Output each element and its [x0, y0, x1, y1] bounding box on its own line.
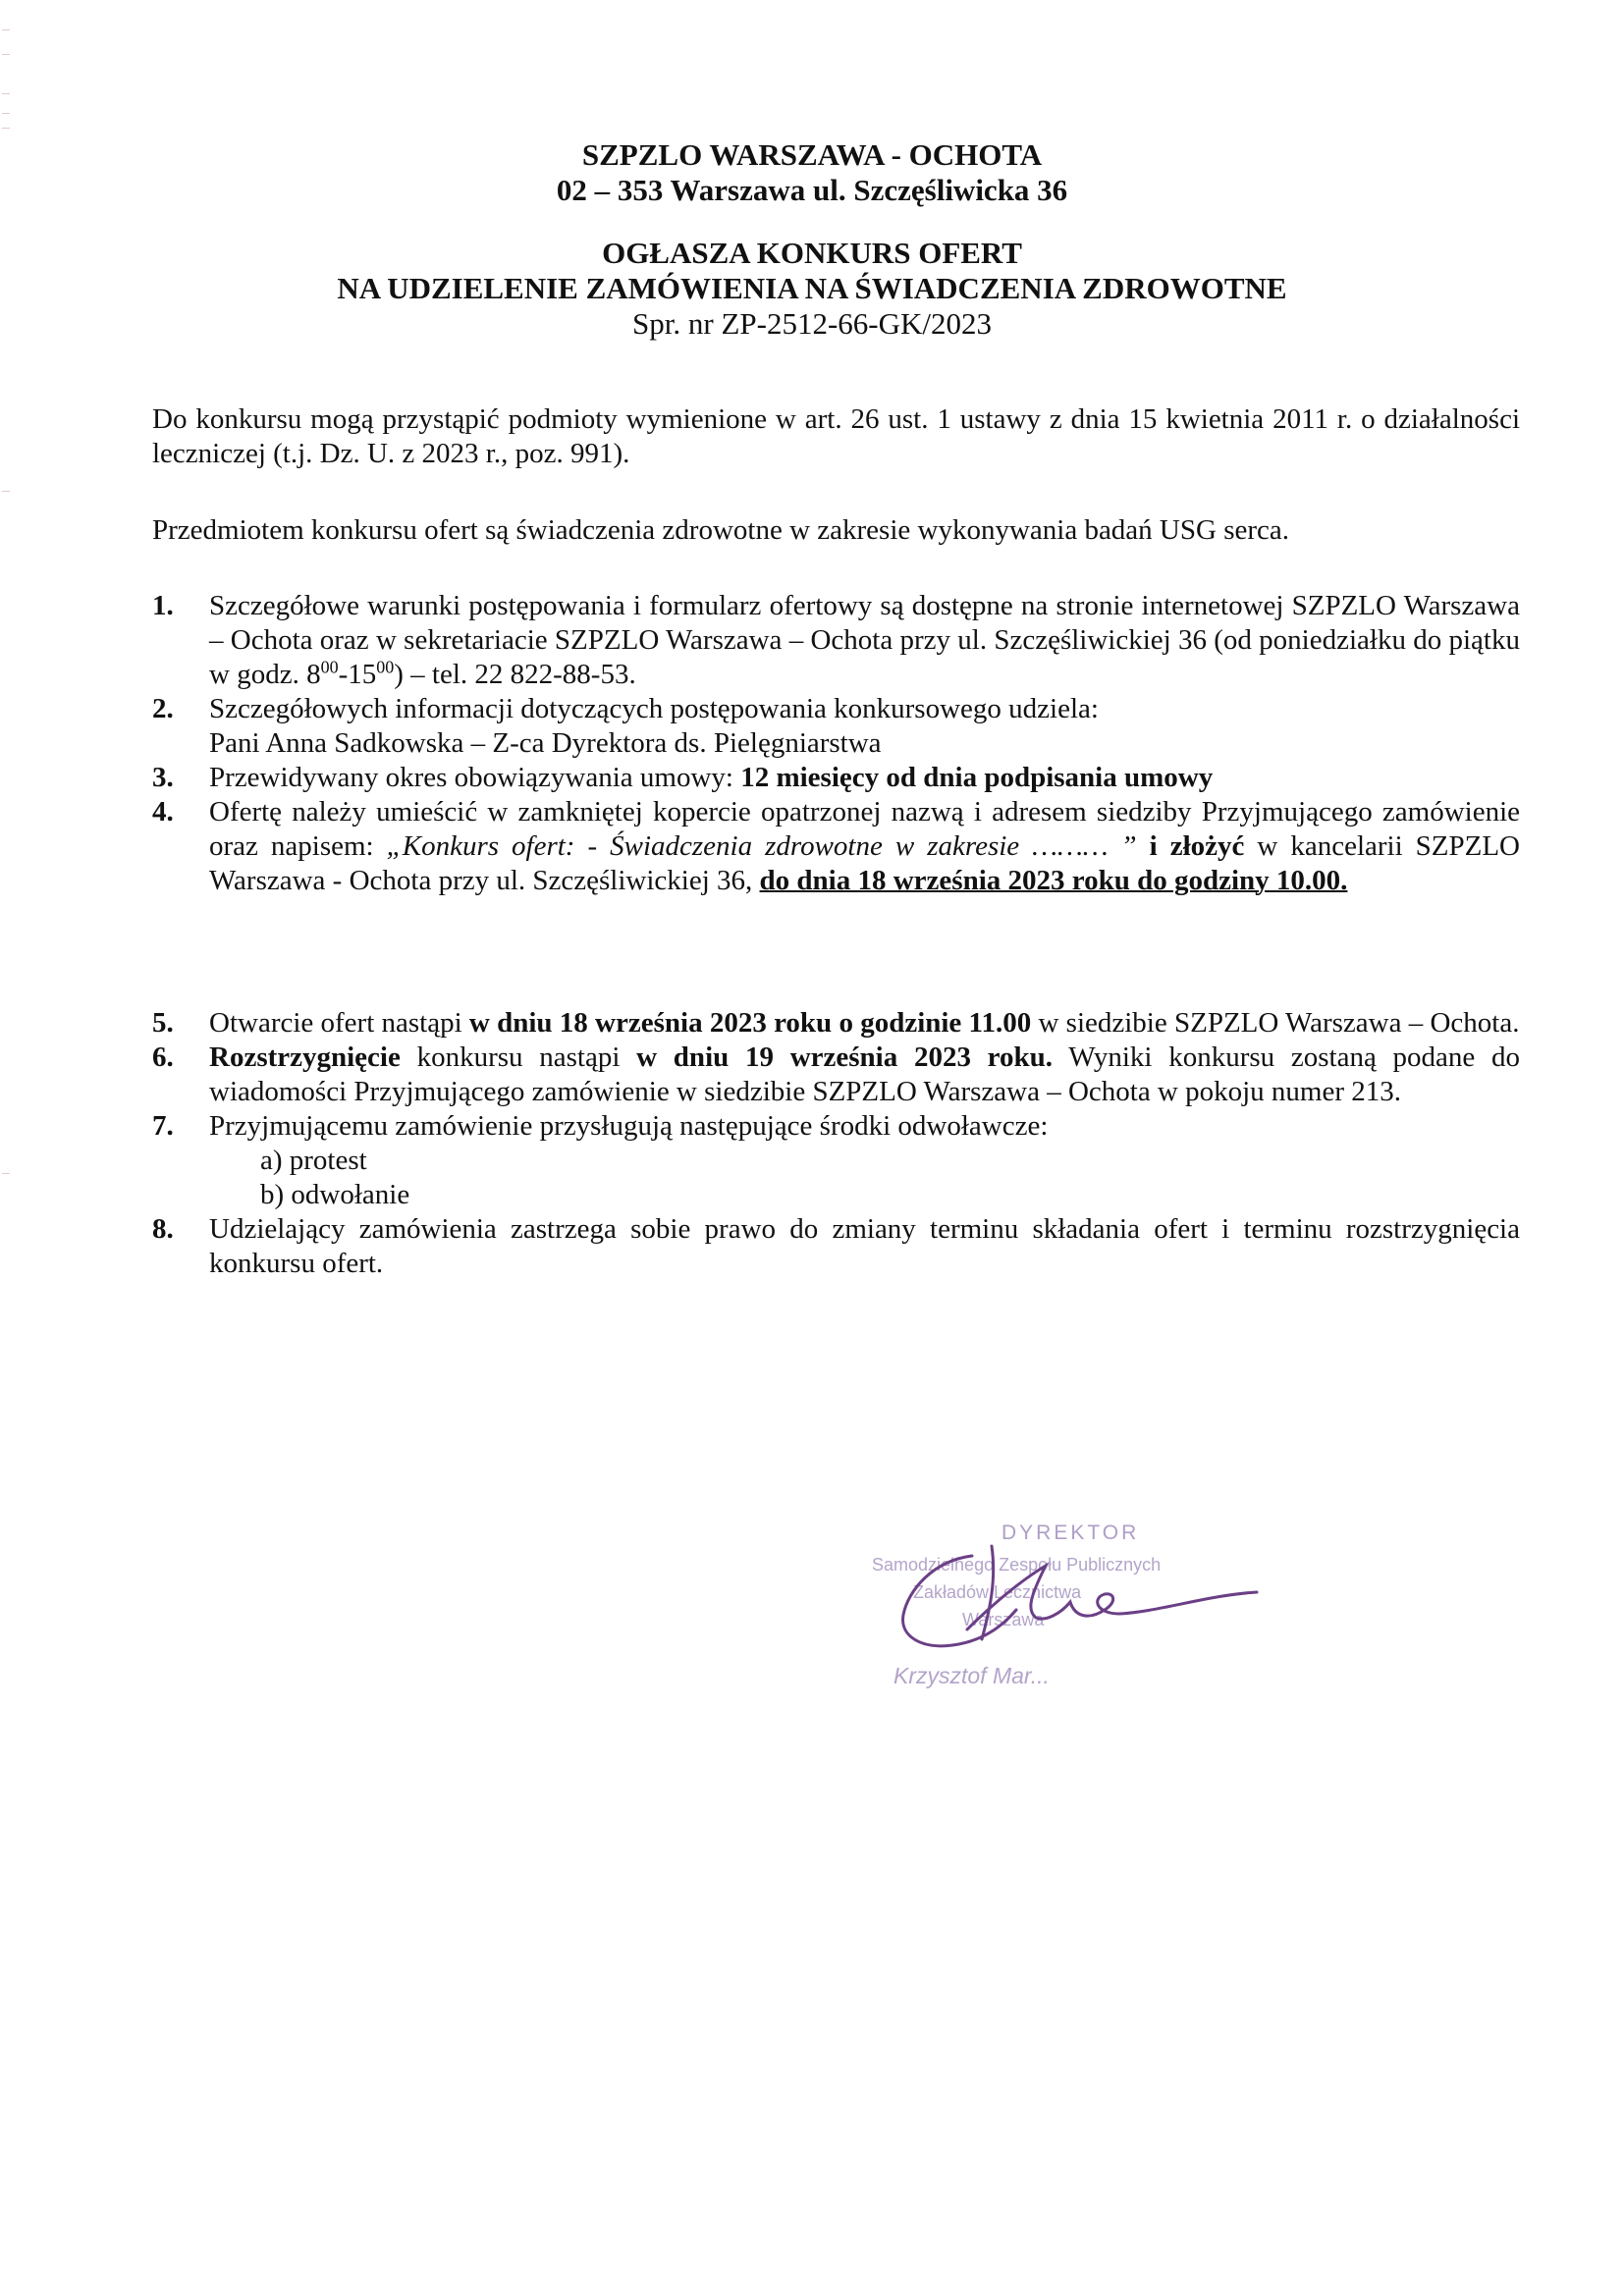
- title-line-2: NA UDZIELENIE ZAMÓWIENIA NA ŚWIADCZENIA ZDROWOTNE: [337, 271, 1287, 305]
- conditions-list-b: [152, 1006, 1520, 1281]
- list-number: 8.: [152, 1213, 174, 1245]
- list-item-1: 1. Szczegółowe warunki postępowania i formularz ofertowy są dostępne na stronie internetowej SZPZLO Warszawa – Ochota oraz w sekretariacie SZPZLO Warszawa – Ochota przy ul. Szczęśliwickiej 36 (od poniedziałku do piątku w godz. $8^{00}-15^{00}$) – tel. 22 822-88-53.: [152, 590, 1520, 690]
- case-number: Spr. nr ZP-2512-66-GK/2023: [632, 306, 992, 341]
- scan-mark: [2, 93, 10, 94]
- list-item-3: 3. Przewidywany okres obowiązywania umowy: 12 miesięcy od dnia podpisania umowy: [152, 762, 1214, 793]
- list-item-5: 5. Otwarcie ofert nastąpi w dniu 18 września 2023 roku o godzinie 11.00 w siedzibie SZPZLO Warszawa – Ochota.: [152, 1007, 1520, 1039]
- header: [0, 137, 1624, 342]
- scan-mark: [2, 29, 10, 30]
- svg-text:Samodzielnego Zespołu Publiczn: Samodzielnego Zespołu Publicznych: [872, 1555, 1162, 1575]
- list-number: 6.: [152, 1041, 174, 1073]
- title-line-1: OGŁASZA KONKURS OFERT: [602, 236, 1022, 270]
- list-number: 7.: [152, 1110, 174, 1142]
- conditions-list-a: [152, 589, 1520, 898]
- svg-text:Zakładów Lecznictwa: Zakładów Lecznictwa: [913, 1582, 1082, 1602]
- org-name: SZPZLO WARSZAWA - OCHOTA: [581, 137, 1043, 172]
- sub-item-a: a) protest: [260, 1145, 367, 1176]
- scan-mark: [2, 491, 10, 492]
- list-item-8: 8. Udzielający zamówienia zastrzega sobie prawo do zmiany terminu składania ofert i terminu rozstrzygnięcia konkursu ofert.: [152, 1213, 1520, 1279]
- list-item-7: 7. Przyjmującemu zamówienie przysługują następujące środki odwoławcze: a) protest b) odwołanie: [152, 1109, 1520, 1212]
- eligibility-paragraph: Do konkursu mogą przystąpić podmioty wymienione w art. 26 ust. 1 ustawy z dnia 15 kwietnia 2011 r. o działalności leczniczej (t.j. Dz. U. z 2023 r., poz. 991).: [152, 403, 1520, 469]
- submission-deadline: do dnia 18 września 2023 roku do godziny 10.00.: [759, 865, 1348, 896]
- scan-mark: [2, 54, 10, 55]
- list-item-2: 2. Szczegółowych informacji dotyczących postępowania konkursowego udziela: Pani Anna Sadkowska – Z-ca Dyrektora ds. Pielęgniarstwa: [152, 693, 1099, 759]
- svg-text:Warszawa: Warszawa: [962, 1610, 1045, 1629]
- sub-item-b: b) odwołanie: [260, 1179, 410, 1210]
- svg-text:DYREKTOR: DYREKTOR: [1001, 1522, 1140, 1544]
- org-address: 02 – 353 Warszawa ul. Szczęśliwicka 36: [556, 173, 1068, 207]
- list-item-6: 6. Rozstrzygnięcie konkursu nastąpi w dniu 19 września 2023 roku. Wyniki konkursu zostaną podane do wiadomości Przyjmującego zamówienie w siedzibie SZPZLO Warszawa – Ochota w pokoju numer 213.: [152, 1041, 1521, 1107]
- scan-mark: [2, 1173, 10, 1174]
- svg-text:Krzysztof Mar...: Krzysztof Mar...: [893, 1663, 1050, 1688]
- scan-mark: [2, 113, 10, 114]
- list-number: 2.: [152, 693, 174, 724]
- list-number: 1.: [152, 590, 174, 621]
- list-number: 4.: [152, 796, 174, 828]
- subject-paragraph: Przedmiotem konkursu ofert są świadczenia zdrowotne w zakresie wykonywania badań USG serca.: [152, 514, 1290, 546]
- list-number: 3.: [152, 762, 174, 793]
- scan-mark: [2, 128, 10, 129]
- list-item-4: 4. Ofertę należy umieścić w zamkniętej kopercie opatrzonej nazwą i adresem siedziby Przyjmującego zamówienie oraz napisem: „Konkurs ofert: - Świadczenia zdrowotne w zakresie ……… ” i złożyć w kancelarii SZPZLO Warszawa - Ochota przy ul. Szczęśliwickiej 36, do dnia 18 września 2023 roku do godziny 10.00.: [152, 796, 1520, 896]
- director-stamp-signature: [864, 1512, 1276, 1708]
- director-stamp: [872, 1522, 1161, 1688]
- list-number: 5.: [152, 1007, 174, 1039]
